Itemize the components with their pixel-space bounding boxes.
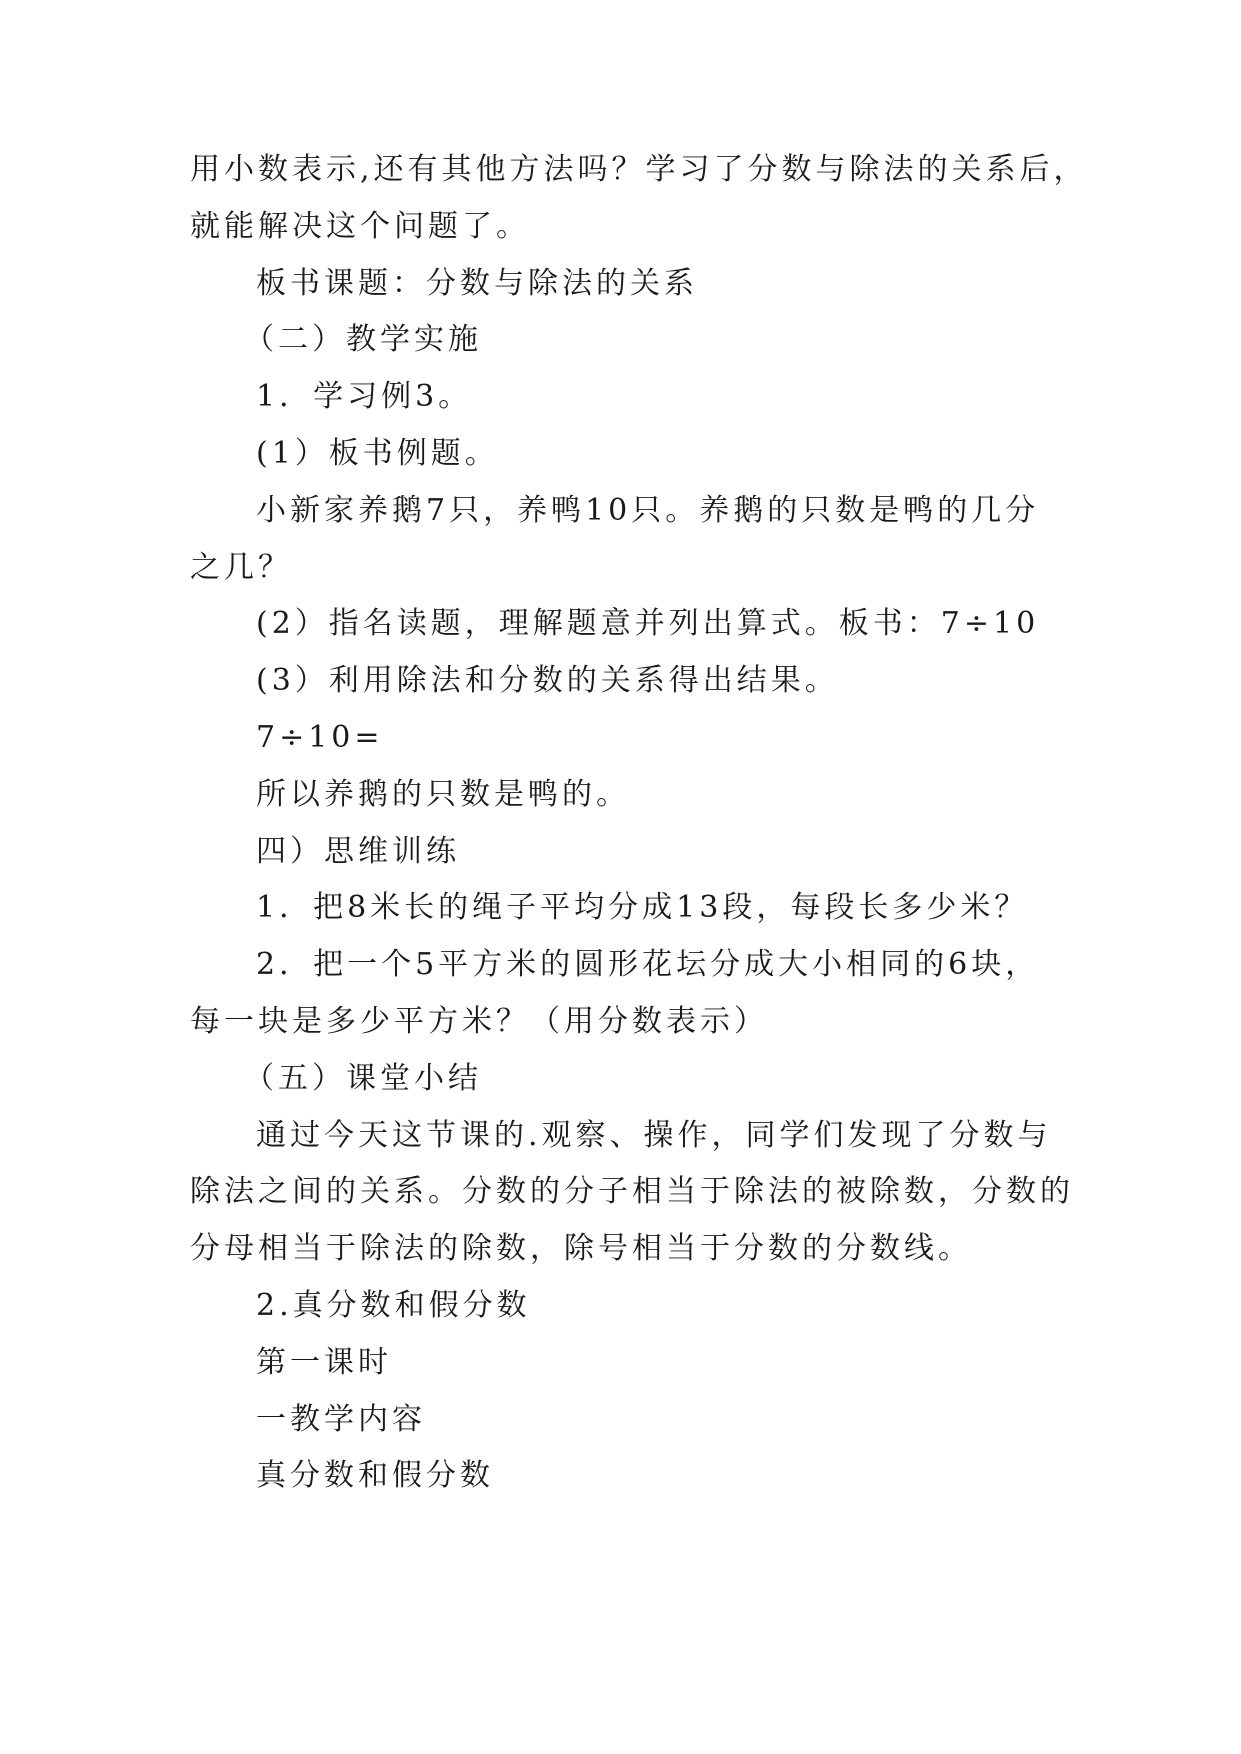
paragraph-line: 第一课时: [256, 1345, 392, 1380]
paragraph-line: 所以养鹅的只数是鸭的。: [256, 777, 630, 812]
section-heading: （二）教学实施: [244, 322, 482, 357]
exercise-item: 2．把一个5平方米的圆形花坛分成大小相同的6块，: [256, 947, 1040, 982]
summary-line: 通过今天这节课的.观察、操作，同学们发现了分数与: [256, 1118, 1052, 1153]
paragraph-line: 用小数表示,还有其他方法吗？学习了分数与除法的关系后，: [190, 152, 1088, 187]
summary-line: 除法之间的关系。分数的分子相当于除法的被除数，分数的: [190, 1174, 1074, 1209]
section-heading: 四）思维训练: [256, 834, 460, 869]
section-heading: （五）课堂小结: [244, 1061, 482, 1096]
example-problem-line: 小新家养鹅7只，养鸭10只。养鹅的只数是鸭的几分: [256, 493, 1040, 528]
list-item: (1）板书例题。: [256, 436, 499, 471]
list-item: (2）指名读题，理解题意并列出算式。板书：7÷10: [256, 606, 1040, 641]
board-topic-line: 板书课题：分数与除法的关系: [256, 266, 698, 301]
list-item: 1．学习例3。: [256, 379, 473, 414]
exercise-item: 每一块是多少平方米？（用分数表示）: [190, 1004, 768, 1039]
summary-line: 分母相当于除法的除数，除号相当于分数的分数线。: [190, 1231, 972, 1266]
section-heading: 2.真分数和假分数: [256, 1288, 531, 1323]
exercise-item: 1．把8米长的绳子平均分成13段，每段长多少米？: [256, 890, 1029, 925]
example-problem-line: 之几？: [190, 550, 292, 585]
paragraph-line: 真分数和假分数: [256, 1458, 494, 1493]
paragraph-line: 一教学内容: [256, 1402, 426, 1437]
list-item: (3）利用除法和分数的关系得出结果。: [256, 663, 839, 698]
paragraph-line: 就能解决这个问题了。: [190, 209, 530, 244]
equation-line: 7÷10=: [256, 720, 384, 755]
